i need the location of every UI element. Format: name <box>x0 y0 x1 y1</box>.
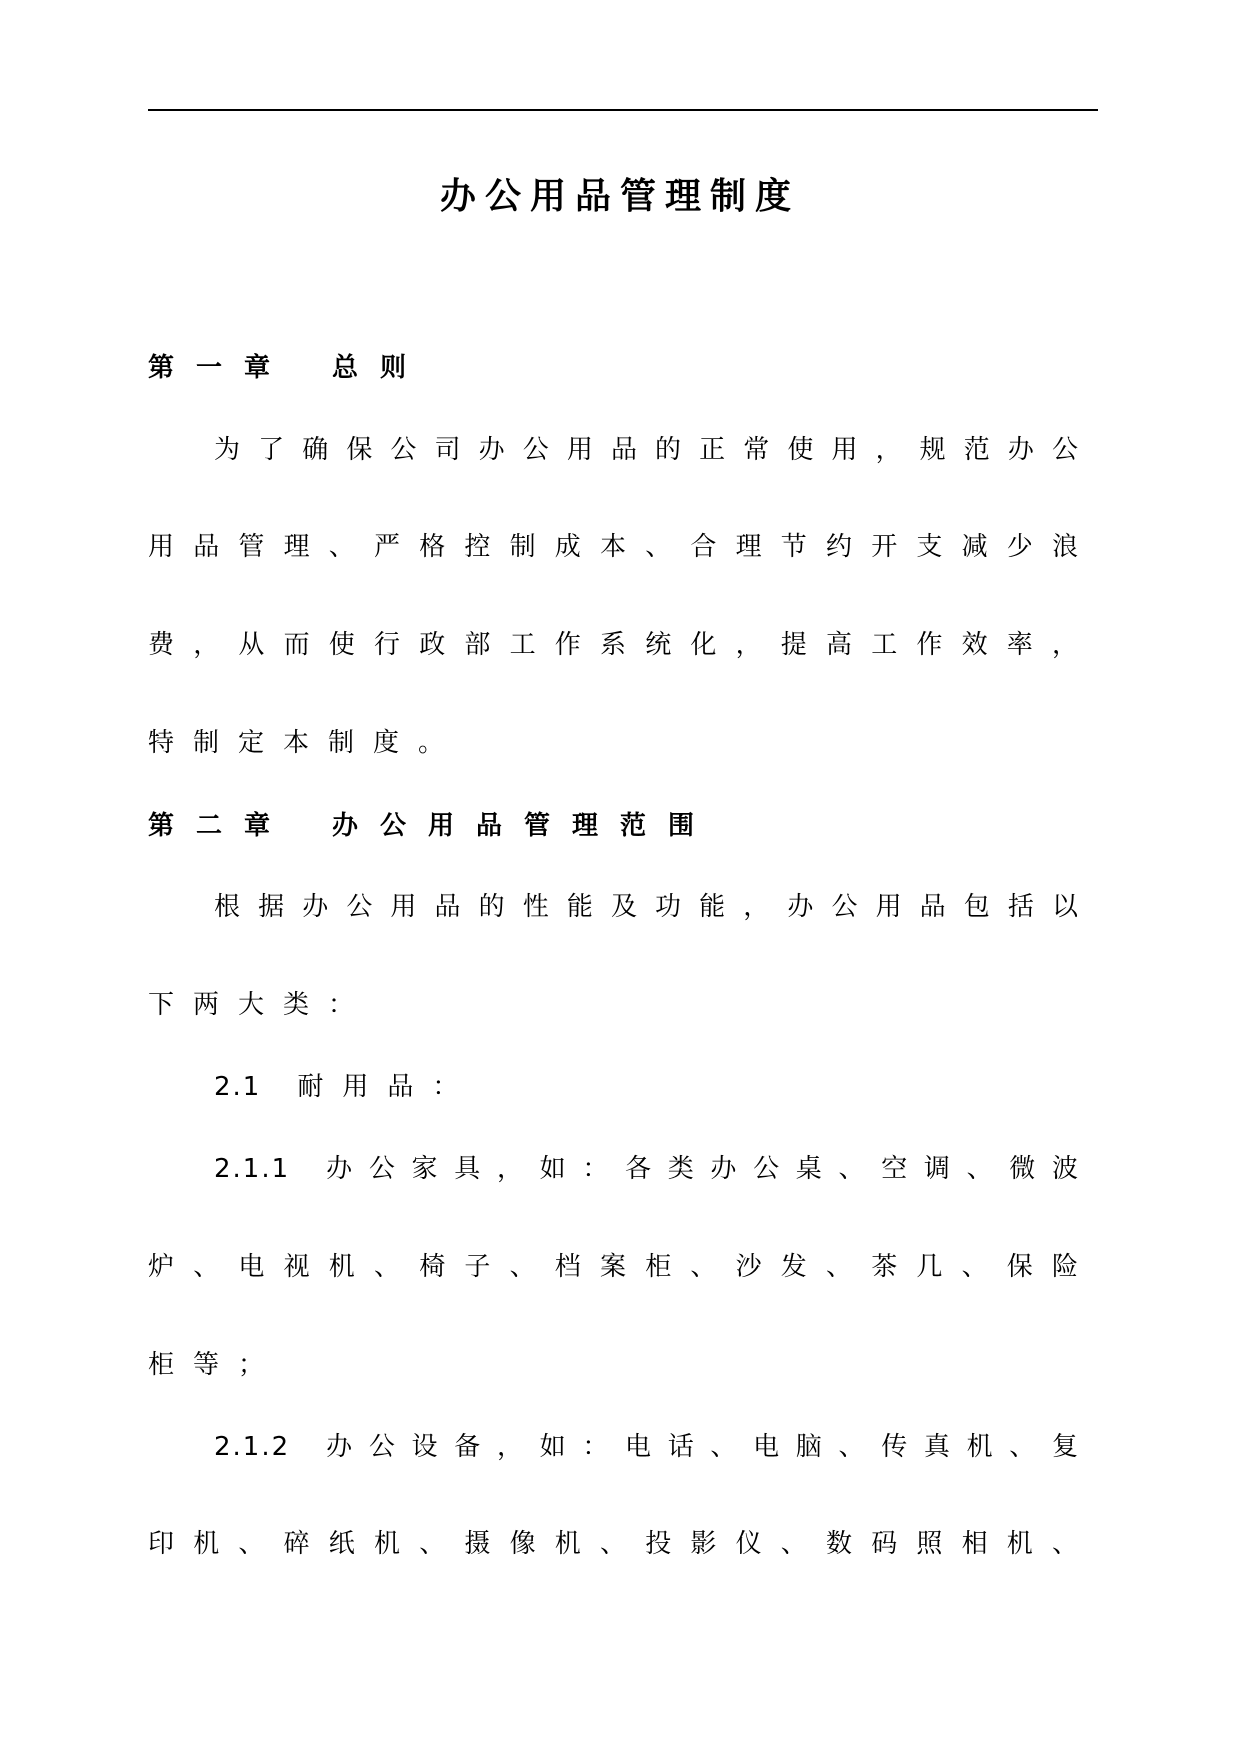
chapter-2-intro-line: 下两大类： <box>148 990 374 1020</box>
item-2-1-1-line: 柜等； <box>148 1350 284 1380</box>
chapter-2-number: 第二章 <box>148 811 293 841</box>
section-2-1-number: 2.1 <box>214 1072 262 1102</box>
item-2-1-1-line: 炉​、​电​视​机​、​椅​子​、​档​案​柜​、​沙​发​、​茶​几​、​保​险 <box>148 1252 1078 1282</box>
chapter-1-paragraph-line: 特制定本制度。 <box>148 728 464 758</box>
item-2-1-2-line: 办​公​设​备​，​如​：​电​话​、​电​脑​、​传​真​机​、​复 <box>326 1432 1078 1462</box>
chapter-1-paragraph-line: 用​品​管​理​、​严​格​控​制​成​本​、​合​理​节​约​开​支​减​少​浪 <box>148 532 1078 562</box>
document-title: 办公用品管理制度 <box>439 176 800 217</box>
chapter-1-number: 第一章 <box>148 353 293 383</box>
section-2-1-label: 耐用品： <box>297 1072 478 1102</box>
chapter-2-name: 办公用品管理范围 <box>332 811 717 841</box>
item-2-1-2-line: 印​机​、​碎​纸​机​、​摄​像​机​、​投​影​仪​、​数​码​照​相​机​、 <box>148 1529 1078 1559</box>
chapter-1-heading <box>148 348 428 388</box>
item-2-1-2-first-line <box>214 1427 1078 1467</box>
header-rule <box>148 109 1098 111</box>
chapter-1-paragraph-line: 费​，​从​而​使​行​政​部​工​作​系​统​化​，​提​高​工​作​效​率​， <box>148 630 1078 660</box>
section-2-1 <box>214 1067 477 1107</box>
chapter-2-heading <box>148 806 716 846</box>
item-2-1-2-number: 2.1.2 <box>214 1432 291 1462</box>
chapter-2-intro-line: 根​据​办​公​用​品​的​性​能​及​功​能​，​办​公​用​品​包​括​以 <box>214 892 1078 922</box>
item-2-1-1-first-line <box>214 1149 1078 1189</box>
chapter-1-paragraph-line: 为​了​确​保​公​司​办​公​用​品​的​正​常​使​用​，​规​范​办​公 <box>214 435 1078 465</box>
item-2-1-1-line: 办​公​家​具​，​如​：​各​类​办​公​桌​、​空​调​、​微​波 <box>326 1154 1078 1184</box>
item-2-1-1-number: 2.1.1 <box>214 1154 291 1184</box>
chapter-1-name: 总则 <box>332 353 429 383</box>
